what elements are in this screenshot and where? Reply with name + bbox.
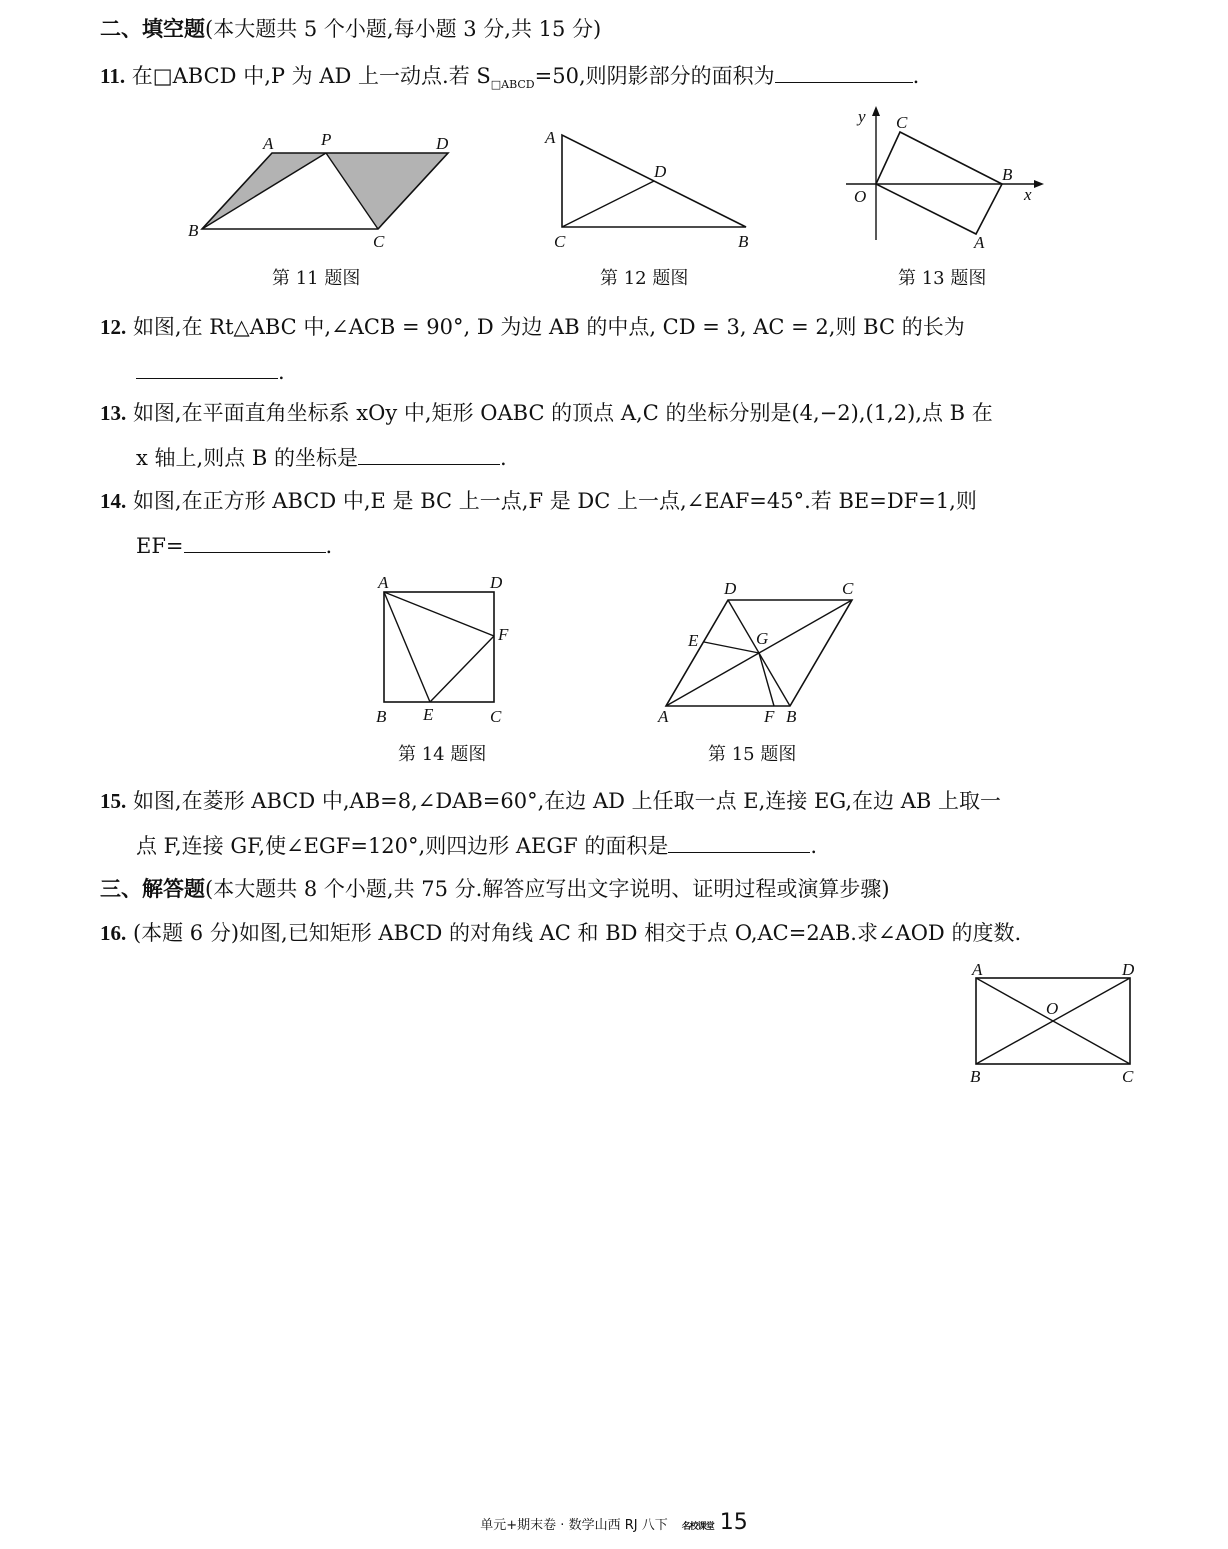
- fig14-label-d: D: [490, 573, 503, 592]
- question-11: [100, 60, 919, 100]
- figure-15: [650, 572, 870, 730]
- fig15-label-c: C: [842, 579, 854, 598]
- question-11-answer-blank[interactable]: [775, 60, 913, 83]
- question-14-answer-blank[interactable]: [184, 530, 326, 553]
- page-footer: [0, 1510, 1228, 1535]
- footer-text: 单元+期末卷 · 数学山西 RJ 八下: [480, 1518, 668, 1533]
- question-13: [100, 398, 993, 428]
- fig14-label-a: A: [378, 573, 389, 592]
- question-13-end: .: [499, 446, 507, 470]
- fig13-label-o: O: [854, 187, 867, 206]
- question-14-end: .: [325, 534, 333, 558]
- fig11-label-p: P: [321, 130, 332, 149]
- question-12-number: 12.: [100, 315, 127, 339]
- question-16: [100, 918, 1021, 948]
- fig16-label-a: A: [972, 960, 983, 979]
- fig14-label-b: B: [376, 707, 387, 726]
- caption-figure-12: 第 12 题图: [600, 268, 689, 289]
- question-11-end: .: [912, 64, 920, 88]
- fig16-label-d: D: [1122, 960, 1135, 979]
- fig15-label-f: F: [764, 707, 775, 726]
- question-15-line2: [136, 830, 817, 861]
- figure-14: [370, 572, 520, 730]
- question-11-number: 11.: [100, 64, 126, 88]
- fig14-label-e: E: [423, 705, 434, 724]
- caption-figure-15: 第 15 题图: [708, 744, 797, 765]
- fig11-label-d: D: [436, 134, 449, 153]
- question-15-text2: 点 F,连接 GF,使∠EGF=120°,则四边形 AEGF 的面积是: [136, 834, 669, 858]
- caption-figure-11: 第 11 题图: [272, 268, 361, 289]
- question-13-text: 如图,在平面直角坐标系 xOy 中,矩形 OABC 的顶点 A,C 的坐标分别是(4,−2),(1,2),点 B 在: [132, 401, 993, 425]
- fig14-label-f: F: [498, 625, 509, 644]
- fig12-label-a: A: [545, 128, 556, 147]
- fig16-label-b: B: [970, 1067, 981, 1086]
- question-12: [100, 312, 965, 342]
- fig15-label-e: E: [688, 631, 699, 650]
- question-15-number: 15.: [100, 789, 127, 813]
- question-11-subscript: □ABCD: [490, 78, 535, 92]
- figure-13: [840, 102, 1050, 252]
- fig12-label-c: C: [554, 232, 566, 251]
- question-12-text: 如图,在 Rt△ABC 中,∠ACB = 90°, D 为边 AB 的中点, CD = 3, AC = 2,则 BC 的长为: [132, 315, 965, 339]
- caption-figure-13: 第 13 题图: [898, 268, 987, 289]
- fig16-label-c: C: [1122, 1067, 1134, 1086]
- question-15: [100, 786, 1001, 816]
- fig13-label-x: x: [1024, 185, 1032, 204]
- fig13-label-a: A: [974, 233, 985, 252]
- fig16-label-o: O: [1046, 999, 1059, 1018]
- question-13-text2: x 轴上,则点 B 的坐标是: [136, 446, 358, 470]
- fig15-label-b: B: [786, 707, 797, 726]
- question-14-text2: EF=: [136, 534, 184, 558]
- question-15-text: 如图,在菱形 ABCD 中,AB=8,∠DAB=60°,在边 AD 上任取一点 E,连接 EG,在边 AB 上取一: [132, 789, 1001, 813]
- question-13-number: 13.: [100, 401, 127, 425]
- fig14-label-c: C: [490, 707, 502, 726]
- question-16-text: (本题 6 分)如图,已知矩形 ABCD 的对角线 AC 和 BD 相交于点 O,AC=2AB.求∠AOD 的度数.: [132, 921, 1022, 945]
- question-16-number: 16.: [100, 921, 127, 945]
- section2-note: (本大题共 5 个小题,每小题 3 分,共 15 分): [205, 17, 602, 41]
- question-12-answer-line: [136, 356, 285, 387]
- section3-title: 三、解答题: [100, 876, 205, 901]
- section3-heading: [100, 874, 890, 904]
- fig13-label-y: y: [858, 107, 866, 126]
- question-11-text2: =50,则阴影部分的面积为: [534, 64, 775, 88]
- question-15-end: .: [810, 834, 818, 858]
- question-12-end: .: [278, 360, 285, 384]
- fig12-label-d: D: [654, 162, 667, 181]
- fig12-label-b: B: [738, 232, 749, 251]
- figure-12: [540, 125, 760, 255]
- page-number: 15: [719, 1510, 748, 1535]
- question-14-number: 14.: [100, 489, 127, 513]
- fig13-label-b: B: [1002, 165, 1013, 184]
- footer-brand-logo: 名校课堂: [681, 1522, 714, 1532]
- fig11-label-b: B: [188, 221, 199, 240]
- question-14-text: 如图,在正方形 ABCD 中,E 是 BC 上一点,F 是 DC 上一点,∠EAF=45°.若 BE=DF=1,则: [132, 489, 977, 513]
- fig11-label-a: A: [263, 134, 274, 153]
- question-12-answer-blank[interactable]: [136, 356, 278, 379]
- section2-title: 二、填空题: [100, 16, 205, 41]
- fig15-label-d: D: [724, 579, 737, 598]
- figure-16: [966, 960, 1146, 1090]
- question-14: [100, 486, 977, 516]
- figure-11: [180, 125, 460, 255]
- question-15-answer-blank[interactable]: [668, 830, 810, 853]
- question-13-line2: [136, 442, 507, 473]
- fig15-label-g: G: [756, 629, 769, 648]
- question-14-line2: [136, 530, 332, 561]
- fig13-label-c: C: [896, 113, 908, 132]
- question-13-answer-blank[interactable]: [358, 442, 500, 465]
- caption-figure-14: 第 14 题图: [398, 744, 487, 765]
- section3-note: (本大题共 8 个小题,共 75 分.解答应写出文字说明、证明过程或演算步骤): [205, 877, 890, 901]
- fig15-label-a: A: [658, 707, 669, 726]
- fig11-label-c: C: [373, 232, 385, 251]
- question-11-text: 在□ABCD 中,P 为 AD 上一动点.若 S: [131, 64, 491, 88]
- section2-heading: [100, 14, 601, 44]
